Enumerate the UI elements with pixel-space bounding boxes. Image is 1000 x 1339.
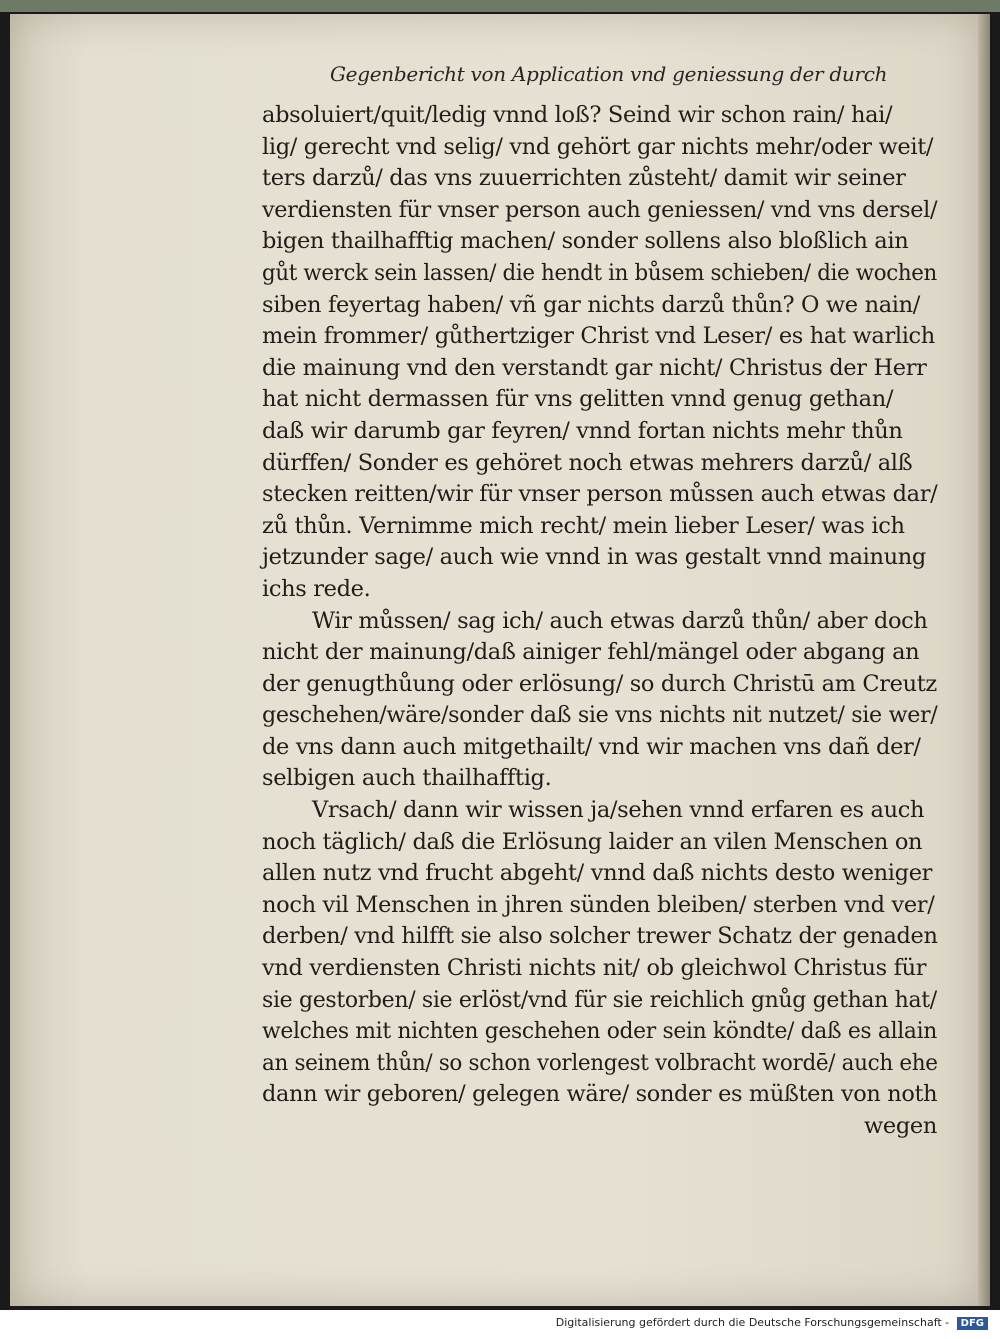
text-line: sie gestorben/ sie erlöst/vnd für sie reichlich gnůg gethan hat/ (262, 986, 937, 1013)
text-line: mein frommer/ gůthertziger Christ vnd Leser/ es hat warlich (262, 323, 935, 350)
text-line: jetzunder sage/ auch wie vnnd in was gestalt vnnd mainung (262, 544, 926, 571)
text-line: derben/ vnd hilfft sie also solcher trewer Schatz der genaden (262, 923, 938, 950)
text-line: siben feyertag haben/ vñ gar nichts darzů thůn? O we nain/ (262, 291, 920, 318)
text-line: hat nicht dermassen für vns gelitten vnnd genug gethan/ (262, 386, 894, 413)
text-line: verdiensten für vnser person auch geniessen/ vnd vns dersel/ (262, 196, 938, 223)
text-line: lig/ gerecht vnd selig/ vnd gehört gar nichts mehr/oder weit/ (262, 133, 934, 160)
text-line: nicht der mainung/daß ainiger fehl/mängel oder abgang an (262, 639, 920, 666)
body-text (262, 100, 937, 1143)
text-line: vnd verdiensten Christi nichts nit/ ob gleichwol Christus für (262, 955, 927, 982)
digitization-credit (0, 1316, 988, 1330)
text-line: allen nutz vnd frucht abgeht/ vnnd daß nichts desto weniger (262, 860, 933, 887)
text-line: bigen thailhafftig machen/ sonder sollens also bloßlich ain (262, 228, 909, 255)
dfg-logo: DFG (957, 1317, 988, 1330)
text-line: geschehen/wäre/sonder daß sie vns nichts nit nutzet/ sie wer/ (262, 702, 938, 729)
text-line: an seinem thůn/ so schon vorlengest volbracht wordē/ auch ehe (262, 1049, 938, 1076)
text-line: ters darzů/ das vns zuuerrichten zůsteht/ damit wir seiner (262, 165, 906, 192)
text-line: dürffen/ Sonder es gehöret noch etwas mehrers darzů/ alß (262, 449, 913, 476)
catchword: wegen (863, 1113, 937, 1139)
text-line: daß wir darumb gar feyren/ vnnd fortan nichts mehr thůn (262, 417, 903, 444)
paragraph-start-line: Vrsach/ dann wir wissen ja/sehen vnnd erfaren es auch (312, 797, 925, 824)
text-line: gůt werck sein lassen/ die hendt in bůsem schieben/ die wochen (262, 259, 937, 286)
text-line: selbigen auch thailhafftig. (262, 765, 552, 792)
text-line: absoluiert/quit/ledig vnnd loß? Seind wir schon rain/ hai/ (262, 102, 893, 128)
text-line: welches mit nichten geschehen oder sein köndte/ daß es allain (262, 1018, 937, 1045)
page-edge (978, 14, 990, 1306)
text-line: de vns dann auch mitgethailt/ vnd wir machen vns dañ der/ (262, 733, 921, 760)
running-header: Gegenbericht von Application vnd geniessung der durch (330, 62, 888, 86)
text-line: dann wir geboren/ gelegen wäre/ sonder es müßten von noth (262, 1081, 938, 1108)
credit-text: Digitalisierung gefördert durch die Deutsche Forschungsgemeinschaft - (555, 1316, 950, 1329)
text-line: stecken reitten/wir für vnser person můssen auch etwas dar/ (262, 481, 938, 508)
text-line: der genugthůung oder erlösung/ so durch Christū am Creutz (262, 670, 937, 697)
scan-frame-edge (0, 0, 1000, 12)
paragraph-start-line: Wir můssen/ sag ich/ auch etwas darzů thůn/ aber doch (312, 607, 928, 634)
text-line: die mainung vnd den verstandt gar nicht/ Christus der Herr (262, 354, 927, 381)
text-line: noch vil Menschen in jhren sünden bleiben/ sterben vnd ver/ (262, 891, 935, 918)
text-line: noch täglich/ daß die Erlösung laider an vilen Menschen on (262, 828, 923, 855)
text-line: zů thůn. Vernimme mich recht/ mein lieber Leser/ was ich (262, 512, 905, 539)
text-line: ichs rede. (262, 575, 371, 602)
